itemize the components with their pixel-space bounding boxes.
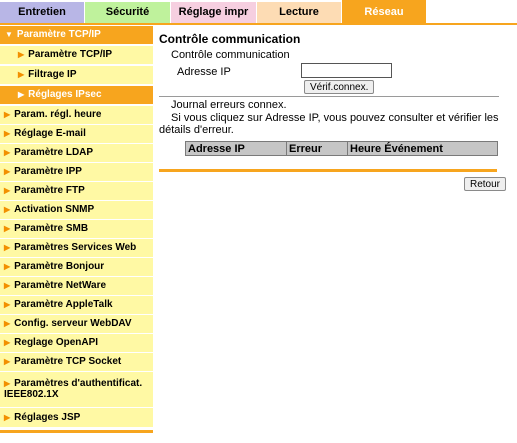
chevron-right-icon: ▶	[4, 319, 11, 328]
tab-entretien[interactable]: Entretien	[0, 2, 85, 23]
sidebar-item-label: Activation SNMP	[14, 204, 95, 215]
sidebar-item-bonjour[interactable]	[0, 258, 153, 278]
chevron-right-icon: ▶	[4, 281, 11, 290]
top-tab-bar	[0, 0, 517, 24]
chevron-right-icon: ▶	[4, 338, 11, 347]
sidebar-item-label: Config. serveur WebDAV	[14, 318, 132, 329]
sidebar-item-label: Paramètres Services Web	[14, 242, 137, 253]
sidebar-item-ipp[interactable]	[0, 163, 153, 183]
sidebar-item-jsp[interactable]	[0, 408, 153, 429]
sidebar-item-label: Filtrage IP	[28, 69, 77, 80]
sidebar-item-label: Paramètres d'authentificat. IEEE802.1X	[4, 378, 143, 400]
table-header-row	[186, 142, 498, 156]
sidebar-item-label: Paramètre SMB	[14, 223, 89, 234]
chevron-right-icon: ▶	[4, 129, 11, 138]
sidebar-subitem-tcpip[interactable]	[0, 46, 153, 66]
orange-divider	[159, 169, 497, 172]
sidebar-item-label: Réglages JSP	[14, 412, 81, 423]
section-subtitle: Contrôle communication	[171, 49, 290, 61]
chevron-right-icon: ▶	[4, 262, 11, 271]
tab-reglage-impr[interactable]: Réglage impr	[171, 2, 257, 23]
sidebar-item-email[interactable]	[0, 125, 153, 145]
tab-lecture[interactable]: Lecture	[257, 2, 342, 23]
sidebar-item-label: Paramètre TCP/IP	[28, 49, 113, 60]
chevron-right-icon: ▶	[4, 243, 11, 252]
error-log-table	[185, 141, 498, 156]
chevron-right-icon: ▶	[4, 186, 11, 195]
sidebar-item-label: Réglages IPsec	[28, 89, 102, 100]
tab-underline	[0, 23, 517, 25]
page-title: Contrôle communication	[159, 32, 301, 46]
chevron-right-icon: ▶	[4, 110, 11, 119]
sidebar-item-webdav[interactable]	[0, 315, 153, 335]
sidebar-item-label: Paramètre IPP	[14, 166, 82, 177]
sidebar-subitem-filtrage-ip[interactable]	[0, 66, 153, 86]
sidebar-bottom-bar	[0, 430, 153, 433]
sidebar-item-label: Paramètre FTP	[14, 185, 85, 196]
sidebar-item-snmp[interactable]	[0, 201, 153, 221]
sidebar-item-label: Paramètre LDAP	[14, 147, 94, 158]
error-journal-title: Journal erreurs connex.	[171, 99, 287, 111]
column-header-event-time[interactable]: Heure Événement	[348, 142, 498, 156]
sidebar	[0, 26, 153, 443]
sidebar-item-ldap[interactable]	[0, 144, 153, 164]
error-journal-description: Si vous cliquez sur Adresse IP, vous pouvez consulter et vérifier les détails d'erreur.	[159, 112, 499, 136]
chevron-right-icon: ▶	[18, 70, 25, 79]
chevron-right-icon: ▶	[4, 413, 11, 422]
chevron-right-icon: ▶	[4, 148, 11, 157]
chevron-right-icon: ▶	[4, 357, 11, 366]
sidebar-item-openapi[interactable]	[0, 334, 153, 354]
sidebar-item-label: Paramètre NetWare	[14, 280, 107, 291]
sidebar-item-services-web[interactable]	[0, 239, 153, 259]
tab-reseau[interactable]: Réseau	[342, 0, 427, 24]
verify-connection-button[interactable]: Vérif.connex.	[304, 80, 374, 94]
divider	[159, 96, 499, 97]
ip-address-label: Adresse IP	[177, 66, 231, 78]
back-button[interactable]: Retour	[464, 177, 506, 191]
sidebar-item-label: Paramètre Bonjour	[14, 261, 105, 272]
chevron-right-icon: ▶	[4, 300, 11, 309]
sidebar-item-label: Reglage OpenAPI	[14, 337, 99, 348]
chevron-right-icon: ▶	[18, 90, 25, 99]
sidebar-item-appletalk[interactable]	[0, 296, 153, 316]
sidebar-item-heure[interactable]	[0, 106, 153, 126]
chevron-right-icon: ▶	[4, 224, 11, 233]
chevron-right-icon: ▶	[18, 50, 25, 59]
chevron-right-icon: ▶	[4, 379, 11, 388]
sidebar-item-label: Paramètre TCP/IP	[16, 29, 101, 40]
ip-address-input[interactable]	[301, 63, 392, 78]
tab-securite[interactable]: Sécurité	[85, 2, 171, 23]
chevron-right-icon: ▶	[4, 205, 11, 214]
sidebar-item-label: Paramètre AppleTalk	[14, 299, 113, 310]
column-header-error[interactable]: Erreur	[287, 142, 348, 156]
sidebar-subitem-ipsec[interactable]	[0, 86, 153, 106]
sidebar-item-netware[interactable]	[0, 277, 153, 297]
chevron-right-icon: ▶	[4, 167, 11, 176]
sidebar-item-ftp[interactable]	[0, 182, 153, 202]
sidebar-item-label: Param. régl. heure	[14, 109, 102, 120]
sidebar-item-ieee8021x[interactable]	[0, 372, 153, 409]
column-header-ip[interactable]: Adresse IP	[186, 142, 287, 156]
chevron-down-icon: ▼	[5, 30, 13, 39]
sidebar-item-smb[interactable]	[0, 220, 153, 240]
sidebar-item-tcp-socket[interactable]	[0, 353, 153, 373]
sidebar-item-tcpip-top[interactable]	[0, 26, 153, 46]
sidebar-item-label: Paramètre TCP Socket	[14, 356, 122, 367]
sidebar-item-label: Réglage E-mail	[14, 128, 86, 139]
